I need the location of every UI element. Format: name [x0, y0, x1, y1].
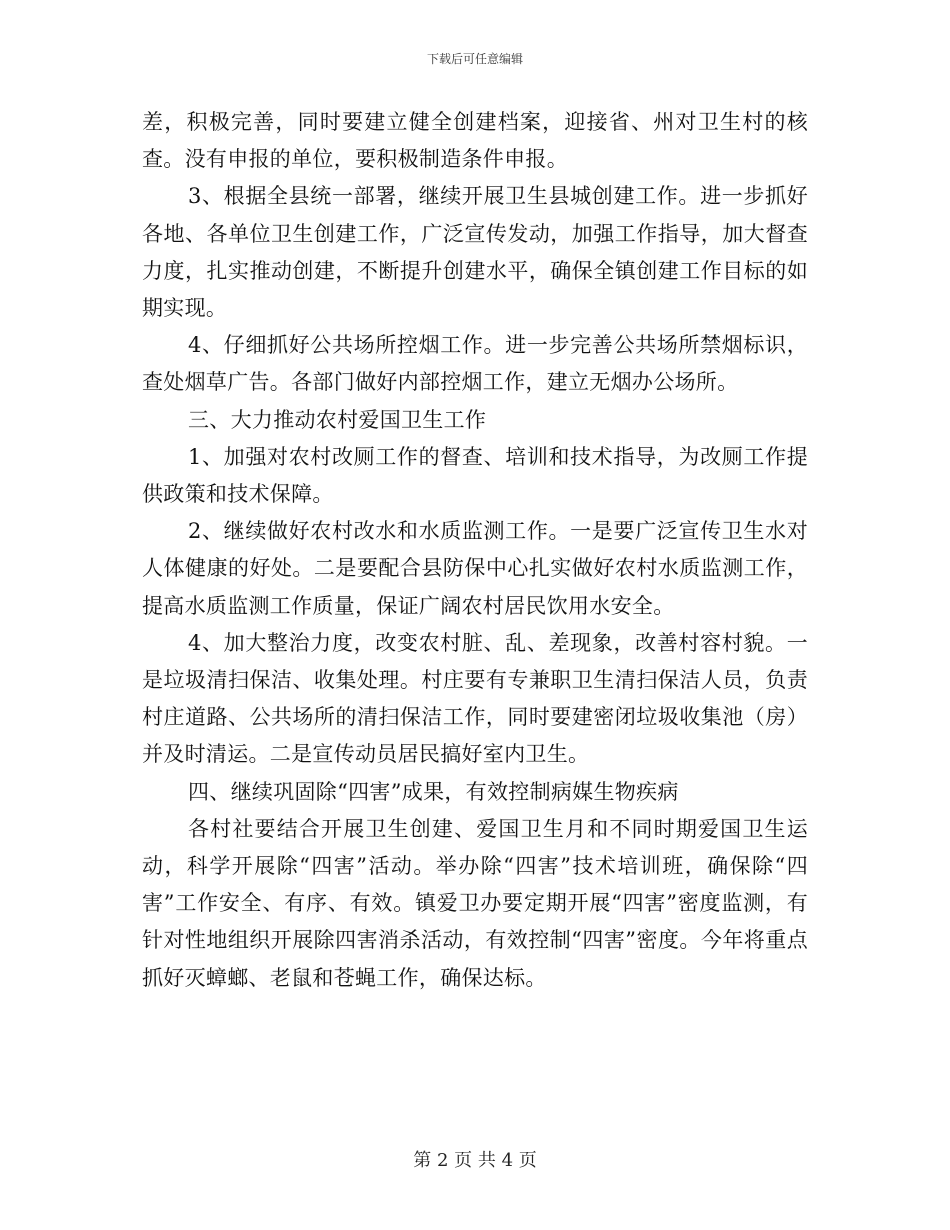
document-body: [142, 104, 808, 997]
paragraph: 4、仔细抓好公共场所控烟工作。进一步完善公共场所禁烟标识，查处烟草广告。各部门做好内部控烟工作，建立无烟办公场所。: [142, 333, 808, 395]
paragraph: 1、加强对农村改厕工作的督查、培训和技术指导，为改厕工作提供政策和技术保障。: [142, 444, 808, 507]
paragraph: 2、继续做好农村改水和水质监测工作。一是要广泛宣传卫生水对人体健康的好处。二是要配合县防保中心扎实做好农村水质监测工作，提高水质监测工作质量，保证广阔农村居民饮用水安全。: [142, 519, 808, 618]
paragraph: 各村社要结合开展卫生创建、爱国卫生月和不同时期爱国卫生运动，科学开展除“四害”活动。举办除“四害”技术培训班，确保除“四害”工作安全、有序、有效。镇爱卫办要定期开展“四害”密度监测，有针对性地组织开展除四害消杀活动，有效控制“四害”密度。今年将重点抓好灭蟑螂、老鼠和苍蝇工作，确保达标。: [142, 816, 808, 990]
page-number: 第 2 页 共 4 页: [413, 1150, 537, 1171]
paragraph: 差，积极完善，同时要建立健全创建档案，迎接省、州对卫生村的核查。没有申报的单位，要积极制造条件申报。: [142, 110, 808, 172]
page-header-note: 下载后可任意编辑: [426, 52, 523, 66]
section-heading: 四、继续巩固除“四害”成果，有效控制病媒生物疾病: [188, 779, 679, 804]
section-heading: 三、大力推动农村爱国卫生工作: [188, 407, 487, 432]
paragraph: 3、根据全县统一部署，继续开展卫生县城创建工作。进一步抓好各地、各单位卫生创建工作，广泛宣传发动，加强工作指导，加大督查力度，扎实推动创建，不断提升创建水平，确保全镇创建工作目标的如期实现。: [142, 184, 808, 321]
paragraph: 4、加大整治力度，改变农村脏、乱、差现象，改善村容村貌。一是垃圾清扫保洁、收集处理。村庄要有专兼职卫生清扫保洁人员，负责村庄道路、公共场所的清扫保洁工作，同时要建密闭垃圾收集池（房）并及时清运。二是宣传动员居民搞好室内卫生。: [142, 630, 808, 767]
